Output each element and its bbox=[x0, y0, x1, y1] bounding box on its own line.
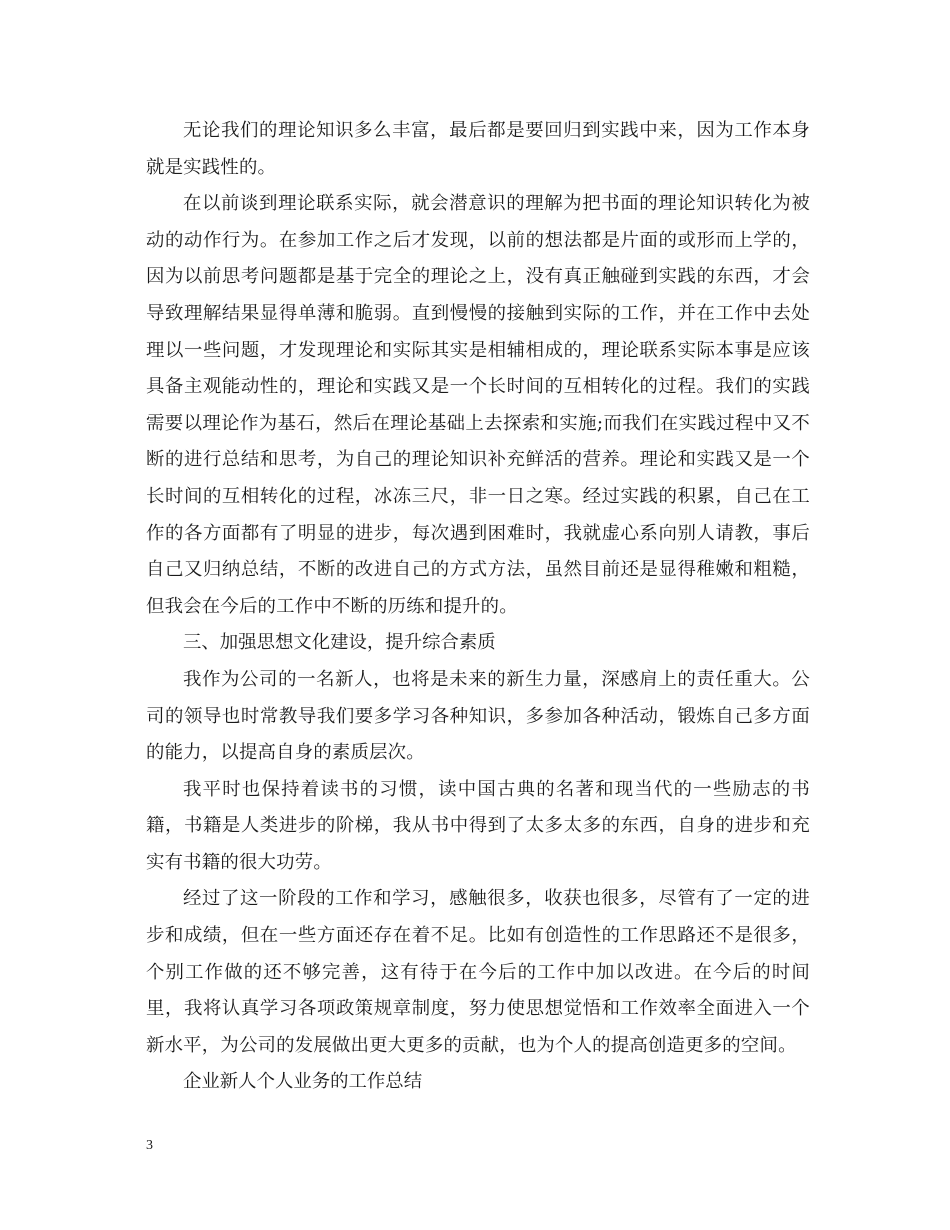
next-article-title: 企业新人个人业务的工作总结 bbox=[183, 1071, 423, 1093]
paragraph-new-member: 我作为公司的一名新人，也将是未来的新生力量，深感肩上的责任重大。公司的领导也时常教导我们要多学习各种知识，多参加各种活动，锻炼自己多方面的能力，以提高自身的素质层次。 bbox=[146, 668, 810, 764]
paragraph-theory-and-practice: 在以前谈到理论联系实际，就会潜意识的理解为把书面的理论知识转化为被动的动作行为。在参加工作之后才发现，以前的想法都是片面的或形而上学的，因为以前思考问题都是基于完全的理论之上，没有真正触碰到实践的东西，才会导致理解结果显得单薄和脆弱。直到慢慢的接触到实际的工作，并在工作中去处理以一些问题，才发现理论和实际其实是相辅相成的，理论联系实际本事是应该具备主观能动性的，理论和实践又是一个长时间的互相转化的过程。我们的实践需要以理论作为基石，然后在理论基础上去探索和实施;而我们在实践过程中又不断的进行总结和思考，为自己的理论知识补充鲜活的营养。理论和实践又是一个长时间的互相转化的过程，冰冻三尺，非一日之寒。经过实践的积累，自己在工作的各方面都有了明显的进步，每次遇到困难时，我就虚心系向别人请教，事后自己又归纳总结，不断的改进自己的方式方法，虽然目前还是显得稚嫩和粗糙，但我会在今后的工作中不断的历练和提升的。 bbox=[146, 193, 810, 617]
paragraph-summary-and-plan: 经过了这一阶段的工作和学习，感触很多，收获也很多，尽管有了一定的进步和成绩，但在一些方面还存在着不足。比如有创造性的工作思路还不是很多，个别工作做的还不够完善，这有待于在今后的工作中加以改进。在今后的时间里，我将认真学习各项政策规章制度，努力使思想觉悟和工作效率全面进入一个新水平，为公司的发展做出更大更多的贡献，也为个人的提高创造更多的空间。 bbox=[146, 888, 810, 1056]
page-number: 3 bbox=[146, 1138, 153, 1153]
paragraph-practice-nature: 无论我们的理论知识多么丰富，最后都是要回归到实践中来，因为工作本身就是实践性的。 bbox=[146, 120, 810, 178]
section-heading-culture: 三、加强思想文化建设，提升综合素质 bbox=[183, 632, 496, 654]
paragraph-reading-habit: 我平时也保持着读书的习惯，读中国古典的名著和现当代的一些励志的书籍，书籍是人类进步的阶梯，我从书中得到了太多太多的东西，自身的进步和充实有书籍的很大功劳。 bbox=[146, 778, 810, 873]
document-page-body bbox=[146, 113, 810, 1101]
